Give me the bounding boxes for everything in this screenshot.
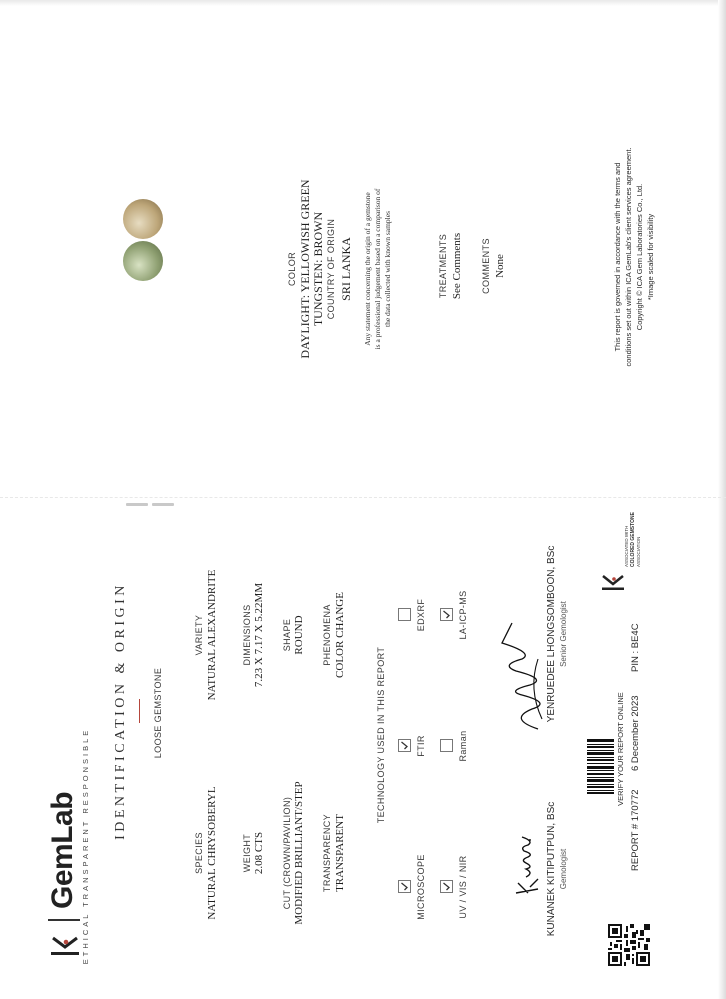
senior-gemologist-name: YENRUEDEE LHONGSOMBOON, BSc — [546, 545, 557, 723]
image-scale-note: *Image scaled for visibility — [646, 213, 655, 301]
uv-vis-nir-label: UV / VIS / NIR — [458, 855, 468, 919]
association-line-1: ASSOCIATED WITH — [624, 525, 629, 567]
treatments-label: TREATMENTS — [438, 233, 448, 299]
edxrf-label: EDXRF — [416, 598, 426, 632]
dimensions-label: DIMENSIONS — [242, 604, 252, 666]
barcode-icon — [587, 739, 614, 794]
checkmark-icon — [442, 610, 451, 619]
legal-line-1: This report is governed in accordance with the terms and — [613, 162, 622, 352]
report-subtitle: LOOSE GEMSTONE — [153, 667, 163, 759]
pin-code: PIN : BE4C — [630, 623, 641, 672]
phenomena-label: PHENOMENA — [322, 604, 332, 666]
color-tungsten: TUNGSTEN: BROWN — [311, 211, 325, 327]
brand-tagline: ETHICAL TRANSPARENT RESPONSIBLE — [81, 727, 90, 965]
variety-label: VARIETY — [194, 614, 204, 656]
shape-label: SHAPE — [282, 618, 292, 652]
report-date: 6 December 2023 — [630, 695, 641, 771]
shape-value: ROUND — [293, 615, 305, 655]
gem-image-tungsten — [123, 199, 163, 239]
ftir-checkbox — [398, 739, 411, 752]
checkmark-icon — [400, 741, 409, 750]
edxrf-checkbox — [398, 608, 411, 621]
logo-separator — [48, 919, 80, 921]
species-label: SPECIES — [194, 832, 204, 874]
association-line-3: ASSOCIATION — [636, 536, 641, 567]
comments-value: None — [494, 254, 506, 278]
color-daylight: DAYLIGHT: YELLOWISH GREEN — [298, 179, 312, 359]
uv-vis-nir-checkbox — [440, 880, 453, 893]
ica-association-logo-icon — [601, 569, 625, 591]
gem-image-daylight — [123, 241, 163, 281]
transparency-label: TRANSPARENCY — [322, 813, 332, 893]
ftir-label: FTIR — [416, 735, 426, 757]
origin-disclaimer-line-1: Any statement concerning the origin of a gemstone — [363, 192, 372, 346]
title-accent-rule — [139, 699, 140, 723]
technology-label: TECHNOLOGY USED IN THIS REPORT — [376, 646, 386, 824]
report-title: IDENTIFICATION & ORIGIN — [113, 582, 128, 840]
raman-label: Raman — [458, 730, 468, 762]
origin-disclaimer-line-3: the data collected with known samples — [383, 210, 392, 328]
variety-value: NATURAL ALEXANDRITE — [206, 569, 218, 701]
color-label: COLOR — [287, 251, 297, 287]
species-value: NATURAL CHRYSOBERYL — [206, 786, 218, 920]
weight-label: WEIGHT — [242, 833, 252, 873]
checkmark-icon — [400, 882, 409, 891]
microscope-label: MICROSCOPE — [416, 854, 426, 920]
la-icp-ms-label: LA-ICP-MS — [458, 590, 468, 640]
legal-line-2: conditions set out within ICA GemLab's client services agreement. — [624, 147, 633, 367]
association-line-2: COLORED GEMSTONE — [630, 512, 636, 567]
checkmark-icon — [442, 882, 451, 891]
brand-name: GemLab — [46, 791, 79, 909]
cut-value: MODIFIED BRILLIANT/STEP — [293, 781, 305, 925]
qr-code-icon — [608, 924, 650, 966]
report-number: REPORT # 170772 — [630, 789, 641, 871]
verify-online-text: VERIFY YOUR REPORT ONLINE — [616, 692, 625, 806]
senior-gemologist-title: Senior Gemologist — [559, 601, 568, 667]
gemologist-title: Gemologist — [559, 848, 568, 890]
origin-value: SRI LANKA — [339, 237, 353, 301]
gemologist-name: KUNANEK KITIPUTPUN, BSc — [546, 801, 557, 937]
ica-logo-icon — [50, 930, 80, 956]
weight-value: 2.08 CTS — [253, 831, 265, 875]
gemologist-signature-icon — [508, 829, 544, 899]
treatments-value: See Comments — [451, 232, 463, 300]
cut-label: CUT (CROWN/PAVILION) — [282, 796, 292, 910]
comments-label: COMMENTS — [481, 238, 491, 294]
microscope-checkbox — [398, 880, 411, 893]
phenomena-value: COLOR CHANGE — [334, 592, 346, 678]
origin-disclaimer-line-2: is a professional judgement based on a comparison of — [373, 188, 382, 350]
origin-label: COUNTRY OF ORIGIN — [326, 218, 336, 320]
transparency-value: TRANSPARENT — [334, 814, 346, 892]
la-icp-ms-checkbox — [440, 608, 453, 621]
dimensions-value: 7.23 X 7.17 X 5.22MM — [253, 582, 265, 688]
copyright-text: Copyright © ICA Gem Laboratories Co., Ltd. — [635, 183, 644, 331]
raman-checkbox — [440, 739, 453, 752]
